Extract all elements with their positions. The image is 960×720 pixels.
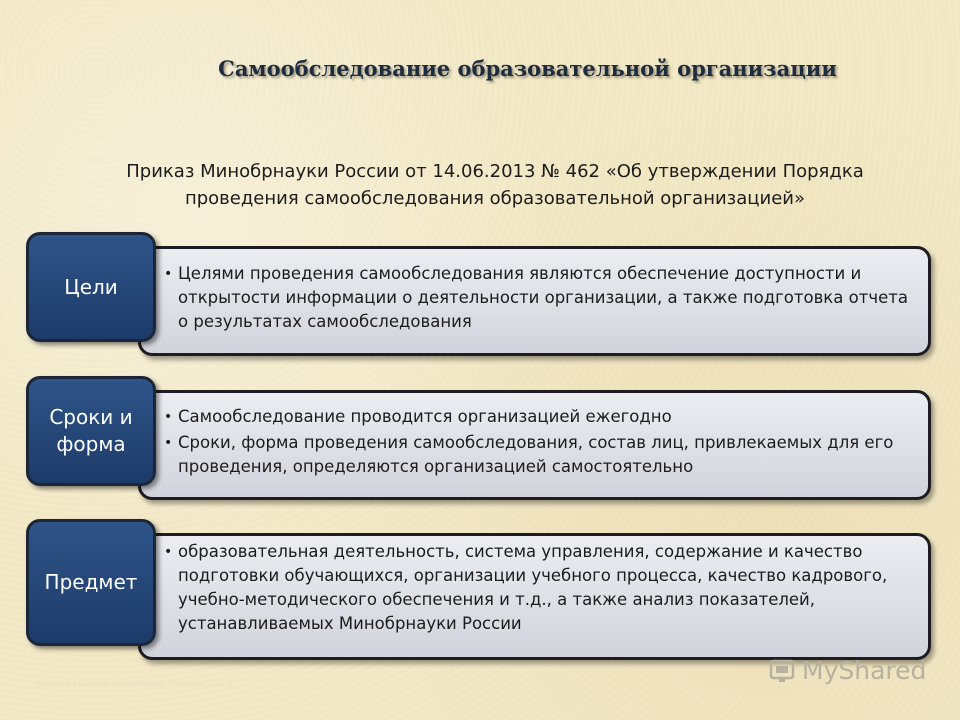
row-subject-bullets bbox=[162, 540, 911, 638]
row-terms bbox=[26, 376, 931, 500]
bullet-item: • Целями проведения самообследования являются обеспечение доступности и открытости информации о деятельности организации, а также подготовка отчета о результатах самообследования bbox=[162, 262, 911, 334]
page-subtitle: Приказ Минобрнауки России от 14.06.2013 № 462 «Об утверждении Порядка проведения самообследования образовательной организацией» bbox=[126, 161, 864, 209]
row-subject-label: Предмет bbox=[26, 519, 156, 646]
footer-note: Высшая школа экономики, Москва, 2013 bbox=[38, 679, 232, 689]
bullet-item: • образовательная деятельность, система управления, содержание и качество подготовки обучающихся, организации учебного процесса, качество кадрового, учебно-методического обеспечения и т.д., а также анализ показателей, устанавливаемых Минобрнауки России bbox=[162, 540, 911, 636]
myshared-logo-icon bbox=[768, 657, 796, 685]
bullet-item: • Сроки, форма проведения самообследования, состав лиц, привлекаемых для его проведения, определяются организацией самостоятельно bbox=[162, 431, 911, 479]
row-subject bbox=[26, 519, 931, 660]
row-goals bbox=[26, 232, 931, 356]
bullet-item: • Самообследование проводится организацией ежегодно bbox=[162, 405, 911, 429]
watermark-text: MyShared bbox=[802, 656, 927, 685]
page-title: Самообследование образовательной организации bbox=[218, 56, 837, 81]
row-terms-bullets bbox=[162, 405, 911, 481]
row-goals-bullets bbox=[162, 262, 911, 336]
row-terms-label: Сроки и форма bbox=[26, 376, 156, 486]
row-goals-label: Цели bbox=[26, 232, 156, 342]
myshared-watermark bbox=[768, 656, 926, 685]
